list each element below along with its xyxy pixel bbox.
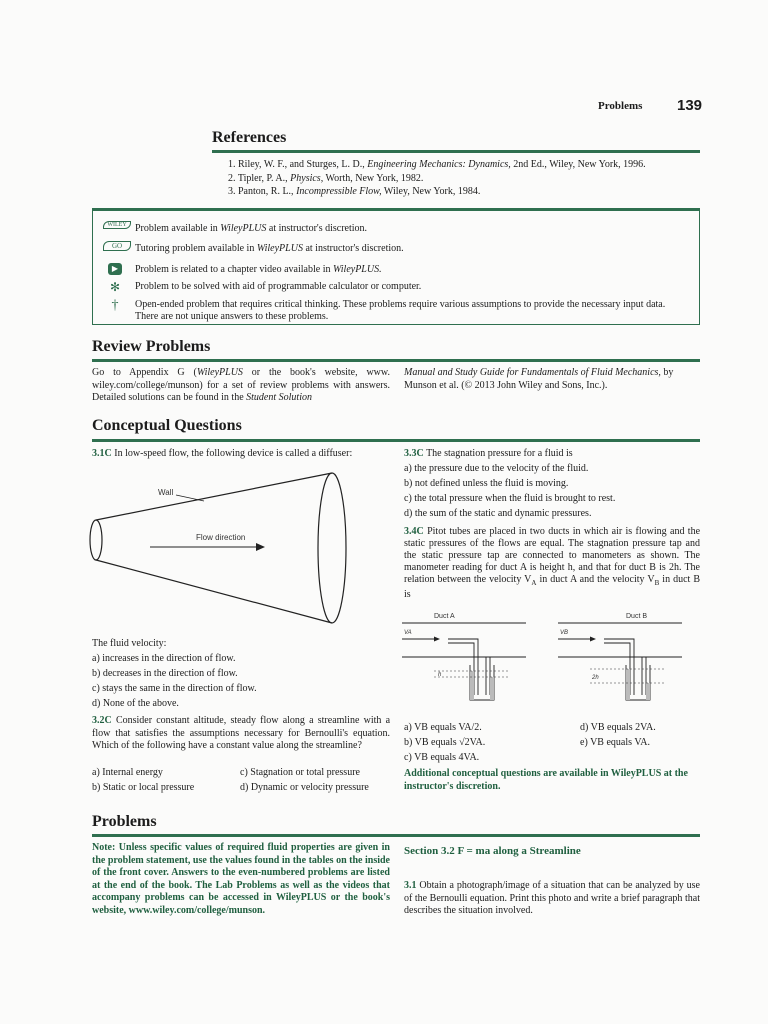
option: d) the sum of the static and dynamic pressures. [404,508,592,519]
option: c) Stagnation or total pressure [240,767,360,778]
diffuser-inlet [90,520,102,560]
manometer-b-fluid-right [646,683,650,700]
option: d) None of the above. [92,698,179,709]
question-3-4c: 3.4C Pitot tubes are placed in two ducts in which air is flowing and the static pressures of the flows are equal. The stagnation pressure tap and the static pressure tap are connected to manometers as shown. The manometer reading for duct A is height h, and that for duct B is 2h. The relation between the velocity $V_A$ in duct A and the velocity $V_B$ in duct B is [404,526,701,600]
legend-item: Problem available in WileyPLUS at instructor's discretion. [135,223,368,234]
review-problems-title: Review Problems [92,338,211,355]
page-number: 139 [677,97,703,114]
review-right-text: Manual and Study Guide for Fundamentals of Fluid Mechanics, by Munson et al. (© 2013 John Wiley and Sons, Inc.). [404,367,674,391]
video-icon: ▶ [108,263,122,275]
vb-arrowhead [590,637,596,642]
problem-3-1: 3.1 Obtain a photograph/image of a situation that can be analyzed by use of the Bernoulli equation. Print this photo and write a brief paragraph that describes the situation involved. [404,880,700,916]
duct-b-label: Duct B [626,613,648,620]
icon-legend-box [92,208,700,325]
option: d) Dynamic or velocity pressure [240,782,369,793]
running-head [598,100,642,112]
pitot-tube-figure [398,605,698,710]
flow-direction-label: Flow direction [196,533,246,542]
option: a) the pressure due to the velocity of the fluid. [404,463,589,474]
reference-item: 3. Panton, R. L., Incompressible Flow, Wiley, New York, 1984. [228,186,481,197]
option: d) VB equals 2VA. [580,722,656,733]
option: a) Internal energy [92,767,163,778]
references-title: References [212,129,287,146]
question-stem: The fluid velocity: [92,638,167,649]
problems-note: Note: Unless specific values of required fluid properties are given in the problem statement, use the values found in the tables on the inside of the front cover. Answers to the even-numbered problems are listed at the end of the book. The Lab Problems as well as the videos that accompany problems can be accessed in WileyPLUS or the book's website, www.wiley.com/college/munson. [92,842,390,916]
diffuser-upper-wall [96,473,332,520]
manometer-a-fluid [470,671,474,700]
legend-item: Problem to be solved with aid of programmable calculator or computer. [135,281,422,292]
h-label: h [438,672,442,678]
problems-rule [92,834,700,837]
reference-item: 1. Riley, W. F., and Sturges, L. D., Engineering Mechanics: Dynamics, 2nd Ed., Wiley, New York, 1996. [228,159,646,170]
legend-item: Tutoring problem available in WileyPLUS at instructor's discretion. [135,243,404,254]
legend-item: Open-ended problem that requires critical thinking. These problems require various assumptions to provide the necessary input data. There are not unique answers to these problems. [135,299,666,322]
option: c) stays the same in the direction of flow. [92,683,257,694]
option: c) VB equals 4VA. [404,752,480,763]
option: a) increases in the direction of flow. [92,653,236,664]
question-3-1c: 3.1C In low-speed flow, the following device is called a diffuser: [92,448,353,459]
legend-item: Problem is related to a chapter video available in WileyPLUS. [135,264,382,275]
diffuser-figure [88,465,358,635]
dagger-icon: † [111,298,119,313]
static-tap-a [486,657,490,695]
flow-arrowhead [256,543,265,551]
option: c) the total pressure when the fluid is brought to rest. [404,493,616,504]
wileyplus-go-icon: GO [103,241,131,251]
question-3-2c: 3.2C Consider constant altitude, steady flow along a streamline with a flow that satisfies the assumptions necessary for Bernoulli's equation. Which of the following have a constant value along the streamline? [92,715,391,751]
question-3-1c-options [92,636,257,711]
option: b) decreases in the direction of flow. [92,668,238,679]
section-heading: Section 3.2 F = ma along a Streamline [404,845,581,857]
wileyplus-icon: WILEY [103,221,131,229]
review-rule [92,359,700,362]
va-label: VA [404,630,412,636]
option: b) VB equals √2VA. [404,737,486,748]
conceptual-questions-title: Conceptual Questions [92,417,242,434]
wall-label: Wall [158,488,174,497]
problems-title: Problems [92,813,157,830]
question-3-3c-options [404,461,615,521]
va-arrowhead [434,637,440,642]
option: a) VB equals VA/2. [404,722,482,733]
conceptual-rule [92,439,700,442]
option: b) Static or local pressure [92,782,195,793]
additional-questions-note: Additional conceptual questions are available in WileyPLUS at the instructor's discretion. [404,768,688,792]
duct-a-label: Duct A [434,613,455,620]
2h-label: 2h [592,675,599,681]
reference-item: 2. Tipler, P. A., Physics, Worth, New York, 1982. [228,172,424,184]
option: e) VB equals VA. [580,737,650,748]
option: b) not defined unless the fluid is moving. [404,478,569,489]
manometer-a-fluid-right [490,677,494,700]
question-3-3c: 3.3C The stagnation pressure for a fluid is [404,448,573,459]
references-rule [212,150,700,153]
references-list [228,158,698,199]
diffuser-lower-wall [96,560,332,623]
static-tap-b [642,657,646,695]
wall-leader-line [176,495,204,501]
calculator-asterisk-icon: ✻ [109,280,121,294]
vb-label: VB [560,630,569,636]
diffuser-outlet [318,473,346,623]
review-left-text: Go to Appendix G (WileyPLUS or the book's website, www. wiley.com/college/munson) for a set of review problems with answers. Detailed solutions can be found in the Student Solution [92,367,390,403]
manometer-b-fluid [626,669,630,700]
section-name: Problems [598,100,643,112]
